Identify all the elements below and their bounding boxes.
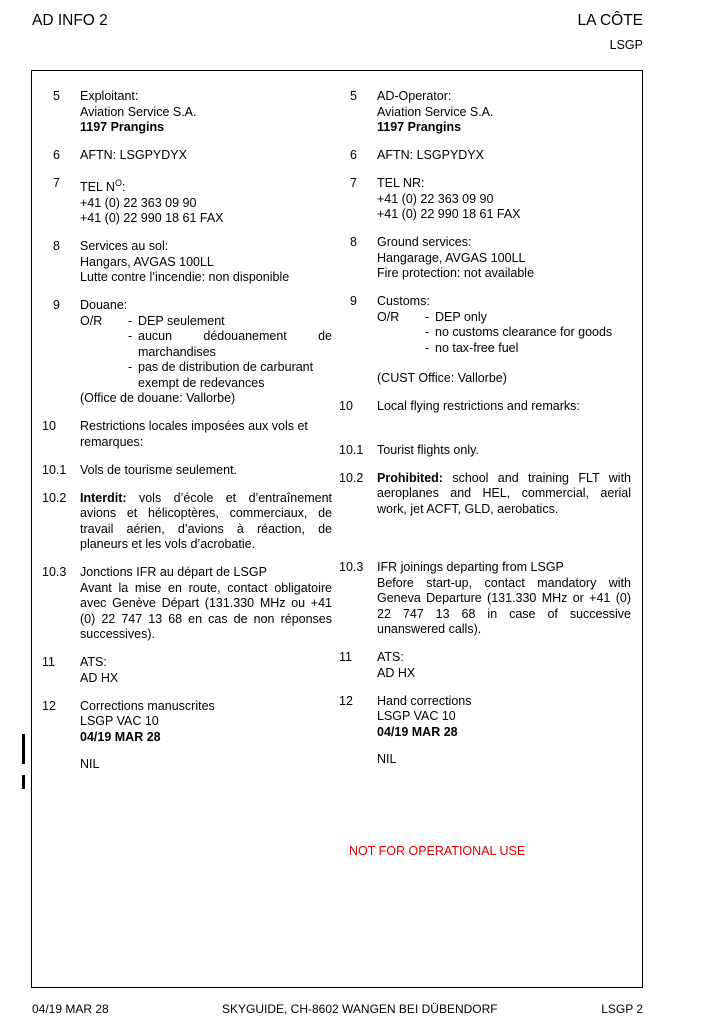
item-line: Lutte contre l’incendie: non disponible [80, 270, 290, 285]
item-number: 5 [53, 89, 60, 103]
item-number: 10.1 [339, 442, 364, 457]
item-12 [339, 694, 631, 768]
item-10-2 [42, 491, 332, 553]
item-label: Douane: [80, 298, 128, 313]
item-number: 11 [42, 655, 55, 670]
item-8 [42, 239, 332, 286]
item-text: Vols de tourisme seulement. [80, 462, 238, 477]
item-number: 10.3 [339, 560, 364, 574]
item-text: Avant la mise en route, contact obligatoire avec Genève Départ (131.330 MHz ou +41 (0) 22 747 13 68 en cas de non réponses successives). [80, 580, 332, 642]
item-line: 04/19 MAR 28 [80, 729, 161, 744]
not-for-operational-use-notice: NOT FOR OPERATIONAL USE [349, 844, 526, 858]
item-line: Fire protection: not available [377, 266, 535, 280]
item-10 [339, 399, 631, 415]
item-number: 6 [53, 148, 60, 162]
item-9: 9 Douane: O/R - DEP seulement - aucun dédouanement de marchandises - pas de distribution de carburant exempt de redevances (Office de douane: Vallorbe) [42, 298, 332, 407]
item-line: aucun dédouanement de marchandises [138, 329, 332, 359]
item-line: +41 (0) 22 990 18 61 FAX [377, 207, 521, 221]
item-label: Hand corrections [377, 693, 472, 708]
item-8 [339, 235, 631, 282]
footer-publisher: SKYGUIDE, CH-8602 WANGEN BEI DÜBENDORF [222, 1002, 498, 1016]
header-aerodrome-name: LA CÔTE [577, 12, 643, 29]
item-12 [42, 699, 332, 773]
header-section-title: AD INFO 2 [32, 12, 108, 29]
item-10-1 [42, 463, 332, 479]
or-label: O/R [377, 309, 400, 324]
item-number: 9 [53, 298, 60, 313]
item-line: LSGP VAC 10 [80, 714, 159, 729]
or-label: O/R [80, 313, 103, 328]
item-number: 7 [350, 176, 357, 190]
item-number: 10.3 [42, 565, 67, 580]
footer-page-number: LSGP 2 [601, 1002, 643, 1016]
english-column [339, 89, 631, 780]
item-line: 1197 Prangins [377, 120, 462, 134]
item-text: Tourist flights only. [377, 442, 479, 457]
item-line: DEP seulement [138, 313, 225, 328]
item-label: ATS: [80, 655, 107, 670]
item-line: AD HX [80, 670, 119, 685]
item-11 [339, 650, 631, 681]
item-line: +41 (0) 22 990 18 61 FAX [80, 211, 224, 226]
item-number: 9 [350, 294, 357, 308]
item-line: DEP only [435, 309, 487, 324]
item-11 [42, 655, 332, 686]
item-5 [42, 89, 332, 136]
item-10 [42, 419, 332, 450]
item-label: IFR joinings departing from LSGP [377, 560, 564, 574]
item-label: Jonctions IFR au départ de LSGP [80, 565, 267, 580]
item-5 [339, 89, 631, 136]
item-label: Corrections manuscrites [80, 698, 215, 713]
change-bar [22, 775, 25, 789]
item-number: 11 [339, 650, 352, 664]
item-line: Hangarage, AVGAS 100LL [377, 250, 526, 265]
item-line: pas de distribution de carburant exempt de redevances [138, 360, 314, 390]
item-line: NIL [80, 757, 100, 772]
item-line: (CUST Office: Vallorbe) [377, 371, 507, 385]
item-6 [42, 148, 332, 164]
item-label: Ground services: [377, 235, 472, 249]
item-label: TEL NR: [377, 176, 425, 190]
item-label: Customs: [377, 294, 430, 308]
item-9: 9 Customs: O/R - DEP only - no customs clearance for goods - no tax-free fuel (CUST Office: Vallorbe) [339, 294, 631, 387]
item-line: NIL [377, 752, 397, 766]
change-bar [22, 734, 25, 764]
item-7 [42, 176, 332, 227]
item-line: Aviation Service S.A. [377, 104, 494, 119]
item-number: 10 [42, 419, 56, 434]
item-number: 8 [53, 239, 60, 254]
item-line: LSGP VAC 10 [377, 709, 456, 723]
item-label: AFTN: LSGPYDYX [377, 148, 484, 162]
item-label: ATS: [377, 650, 404, 664]
item-6 [339, 148, 631, 164]
item-number: 6 [350, 148, 357, 162]
item-line: 04/19 MAR 28 [377, 724, 458, 739]
item-number: 10.2 [42, 490, 67, 505]
item-label: AFTN: LSGPYDYX [80, 148, 187, 162]
item-text: Before start-up, contact mandatory with Geneva Departure (131.330 MHz or +41 (0) 22 747 13 68 in case of successive unanswered calls). [377, 575, 631, 636]
item-number: 10.2 [339, 470, 364, 485]
item-line: Aviation Service S.A. [80, 104, 197, 119]
item-text: Interdit: vols d’école et d’entraînement avions et hélicoptères, commerciaux, de travail aérien, d’avions à réaction, de planeurs et les vols d’acrobatie. [80, 490, 332, 552]
header-icao-code: LSGP [609, 38, 643, 52]
item-number: 10 [339, 399, 353, 413]
item-number: 5 [350, 89, 357, 103]
item-label: TEL $N^O$: [80, 178, 126, 195]
item-10-1 [339, 443, 631, 459]
item-line: AD HX [377, 665, 416, 680]
item-text: Restrictions locales imposées aux vols et remarques: [80, 419, 308, 449]
footer-date: 04/19 MAR 28 [32, 1002, 109, 1016]
item-label: Exploitant: [80, 89, 139, 103]
item-text: Prohibited: school and training FLT with aeroplanes and HEL, commercial, aerial work, jet ACFT, GLD, aerobatics. [377, 470, 631, 516]
item-10-3 [339, 560, 631, 638]
item-number: 12 [339, 693, 353, 708]
french-column [42, 89, 332, 785]
item-text: Local flying restrictions and remarks: [377, 399, 580, 413]
item-number: 12 [42, 698, 56, 713]
item-line: +41 (0) 22 363 09 90 [80, 195, 197, 210]
item-line: no tax-free fuel [435, 340, 519, 355]
item-number: 7 [53, 176, 60, 190]
item-7 [339, 176, 631, 223]
item-line: 1197 Prangins [80, 120, 165, 134]
item-line: +41 (0) 22 363 09 90 [377, 191, 494, 206]
item-10-3 [42, 565, 332, 643]
item-label: Services au sol: [80, 239, 169, 254]
item-line: Hangars, AVGAS 100LL [80, 254, 214, 269]
item-label: AD-Operator: [377, 89, 452, 103]
item-number: 10.1 [42, 462, 67, 477]
item-number: 8 [350, 235, 357, 249]
item-line: (Office de douane: Vallorbe) [80, 391, 236, 406]
item-10-2 [339, 471, 631, 518]
item-line: no customs clearance for goods [435, 325, 613, 339]
